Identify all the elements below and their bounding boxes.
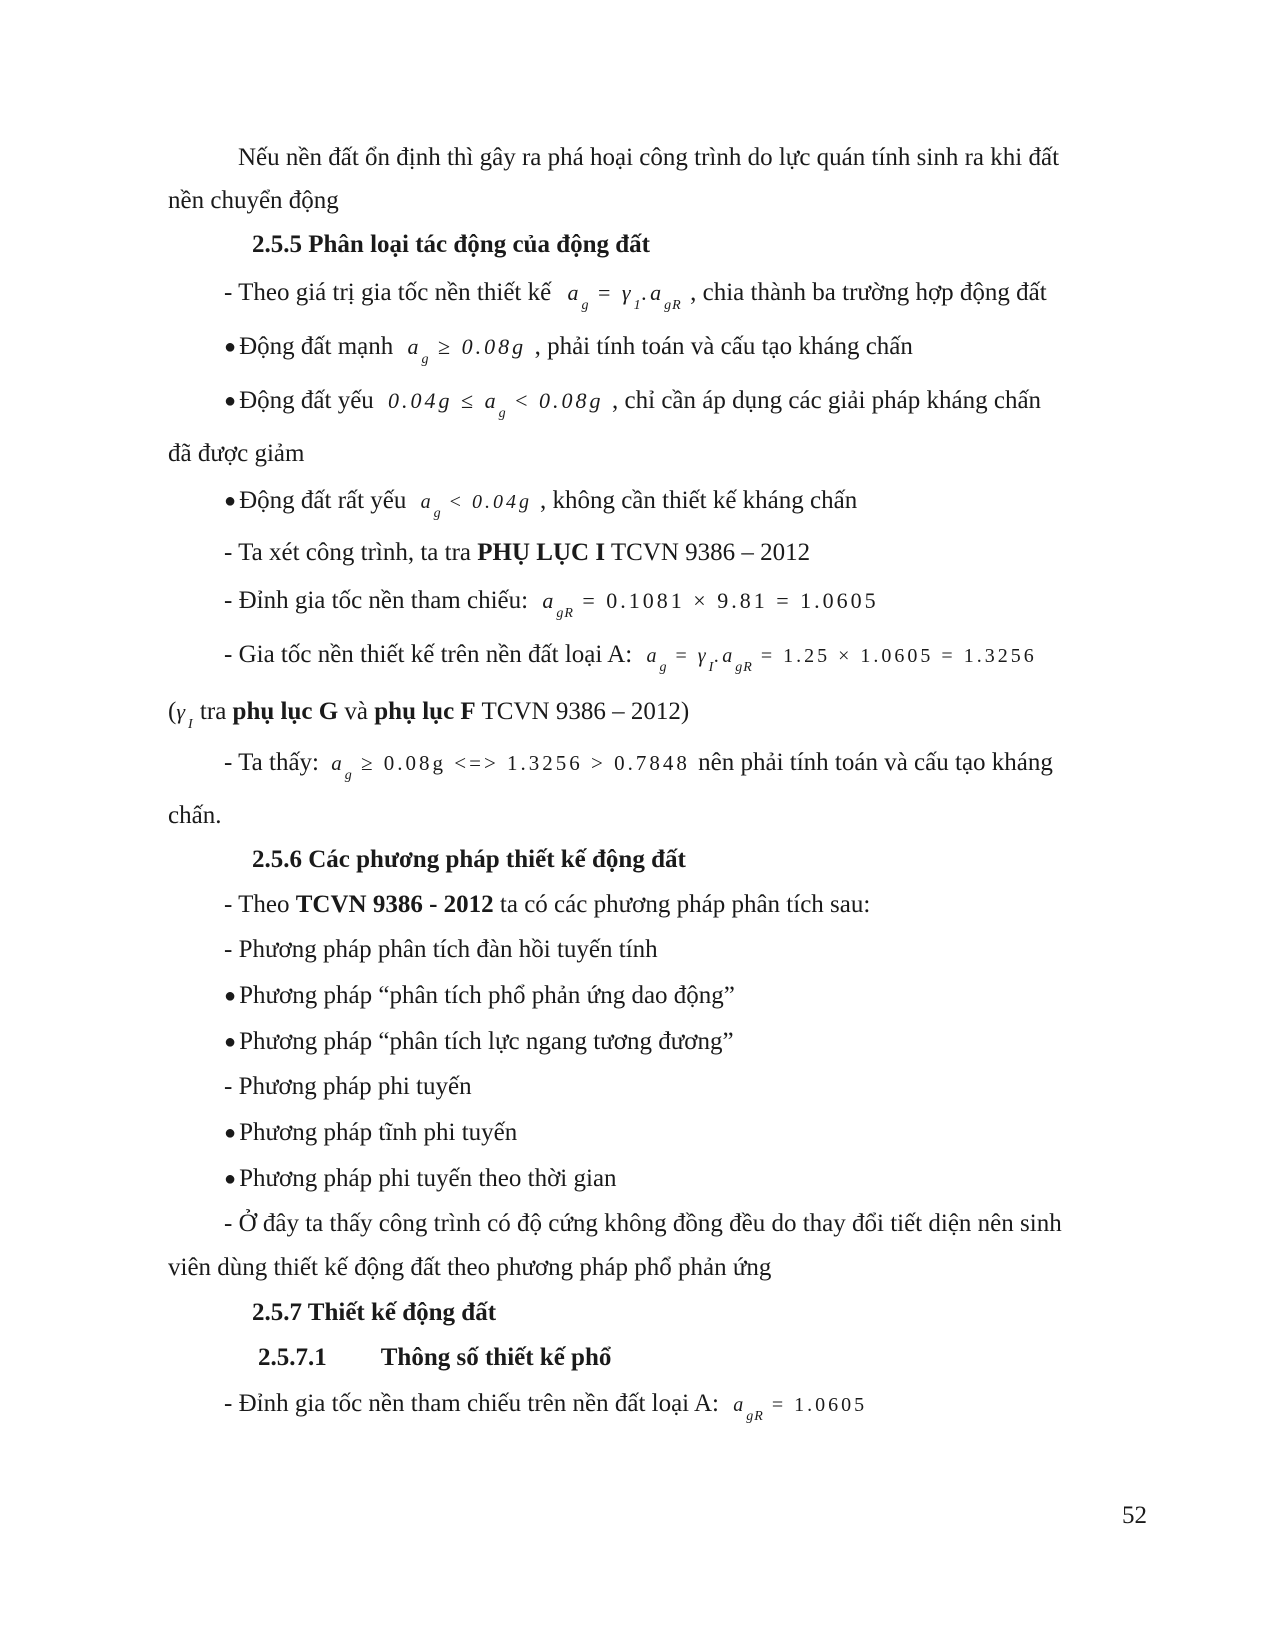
text: - Gia tốc nền thiết kế trên nền đất loại A:: [224, 641, 633, 668]
text: ta có các phương pháp phân tích sau:: [499, 891, 871, 918]
paragraph-line: [224, 538, 810, 568]
paragraph-line: [224, 278, 1047, 312]
paragraph-line: [224, 640, 1037, 674]
text: Nếu nền đất ổn định thì gây ra phá hoại công trình do lực quán tính sinh ra khi đất: [238, 144, 1060, 171]
bullet-item: [224, 332, 913, 366]
paragraph-line: [224, 586, 879, 620]
text: - Theo: [224, 891, 290, 918]
paragraph-line: [168, 1253, 771, 1283]
bold-text: TCVN 9386 - 2012: [295, 891, 494, 918]
formula: $0.04g \le a_g < 0.08g$: [388, 388, 604, 421]
text: và: [344, 698, 369, 725]
bullet-icon: ●: [224, 336, 237, 358]
bullet-icon: ●: [224, 490, 237, 512]
bullet-icon: ●: [224, 1031, 237, 1053]
bold-text: PHỤ LỤC I: [477, 539, 606, 566]
text: - Phương pháp phi tuyến: [224, 1073, 472, 1100]
text: , chỉ cần áp dụng các giải pháp kháng chấn: [612, 387, 1042, 414]
text: Động đất yếu: [239, 387, 374, 414]
paragraph-line: [224, 1209, 1062, 1239]
formula: $a_{gR} = 1.0605$: [733, 1394, 868, 1424]
text: , phải tính toán và cấu tạo kháng chấn: [534, 333, 913, 360]
text: - Phương pháp phân tích đàn hồi tuyến tính: [224, 936, 658, 963]
text: , không cần thiết kế kháng chấn: [539, 487, 858, 514]
subsection-heading: [258, 1343, 611, 1373]
bullet-item: [224, 486, 857, 520]
text: nền chuyển động: [168, 187, 339, 214]
heading-text: Thông số thiết kế phổ: [380, 1344, 612, 1371]
text: - Ở đây ta thấy công trình có độ cứng không đồng đều do thay đổi tiết diện nên sinh: [224, 1210, 1062, 1237]
formula: $a_g = \gamma_I.a_{gR} = 1.25 \times 1.0605 = 1.3256$: [646, 645, 1037, 675]
paragraph-line: [168, 186, 339, 216]
text: chấn.: [168, 802, 222, 829]
text: - Ta thấy:: [224, 749, 319, 776]
paragraph-line: [168, 801, 221, 831]
text: Phương pháp tĩnh phi tuyến: [239, 1119, 518, 1146]
text: - Đỉnh gia tốc nền tham chiếu:: [224, 587, 529, 614]
text: nên phải tính toán và cấu tạo kháng: [698, 749, 1053, 776]
bullet-icon: ●: [224, 1168, 237, 1190]
paragraph-line: [224, 890, 870, 920]
text: viên dùng thiết kế động đất theo phương pháp phổ phản ứng: [168, 1254, 772, 1281]
heading-text: 2.5.6 Các phương pháp thiết kế động đất: [252, 846, 686, 873]
section-heading: [252, 1298, 496, 1328]
section-heading: [252, 845, 686, 875]
formula: $a_g < 0.04g$: [420, 491, 532, 521]
formula: $a_g = \gamma_1.a_{gR}$: [567, 280, 682, 313]
heading-number: 2.5.7.1: [258, 1344, 327, 1371]
bold-text: phụ lục F: [374, 698, 476, 725]
bullet-icon: ●: [224, 1122, 237, 1144]
formula: $\gamma_I$: [176, 699, 194, 732]
text: Phương pháp “phân tích phổ phản ứng dao động”: [239, 982, 735, 1009]
text: Phương pháp phi tuyến theo thời gian: [239, 1165, 617, 1192]
page-number: 52: [1122, 1502, 1147, 1529]
bullet-icon: ●: [224, 390, 237, 412]
text: , chia thành ba trường hợp động đất: [690, 279, 1047, 306]
bullet-item: [224, 386, 1041, 420]
bold-text: phụ lục G: [232, 698, 339, 725]
text: - Đỉnh gia tốc nền tham chiếu trên nền đất loại A:: [224, 1390, 719, 1417]
formula: $a_{gR} = 0.1081 \times 9.81 = 1.0605$: [542, 588, 879, 621]
text: Phương pháp “phân tích lực ngang tương đương”: [239, 1028, 734, 1055]
paragraph-line: [168, 439, 304, 469]
text: Động đất mạnh: [239, 333, 394, 360]
heading-text: 2.5.5 Phân loại tác động của động đất: [252, 231, 650, 258]
bullet-item: [224, 1164, 617, 1195]
bullet-item: [224, 981, 735, 1012]
formula: $a_g \ge 0.08g$ <=> 1.3256 > 0.7848: [331, 751, 690, 783]
paragraph-line: [224, 1389, 867, 1423]
text: - Theo giá trị gia tốc nền thiết kế: [224, 279, 552, 306]
paragraph-line: [168, 697, 689, 731]
text: (: [168, 698, 177, 725]
paragraph-line: [224, 935, 658, 965]
text: đã được giảm: [168, 440, 305, 467]
text: TCVN 9386 – 2012: [610, 539, 811, 566]
section-heading: [252, 230, 650, 260]
text: Động đất rất yếu: [239, 487, 407, 514]
text: - Ta xét công trình, ta tra: [224, 539, 472, 566]
bullet-item: [224, 1027, 734, 1058]
text: TCVN 9386 – 2012): [481, 698, 690, 725]
text: tra: [199, 698, 227, 725]
bullet-item: [224, 1118, 517, 1149]
bullet-icon: ●: [224, 985, 237, 1007]
formula: $a_g \ge 0.08g$: [407, 334, 527, 367]
paragraph-line: [238, 143, 1059, 173]
heading-text: 2.5.7 Thiết kế động đất: [252, 1299, 497, 1326]
paragraph-line: [224, 748, 1053, 782]
paragraph-line: [224, 1072, 472, 1102]
